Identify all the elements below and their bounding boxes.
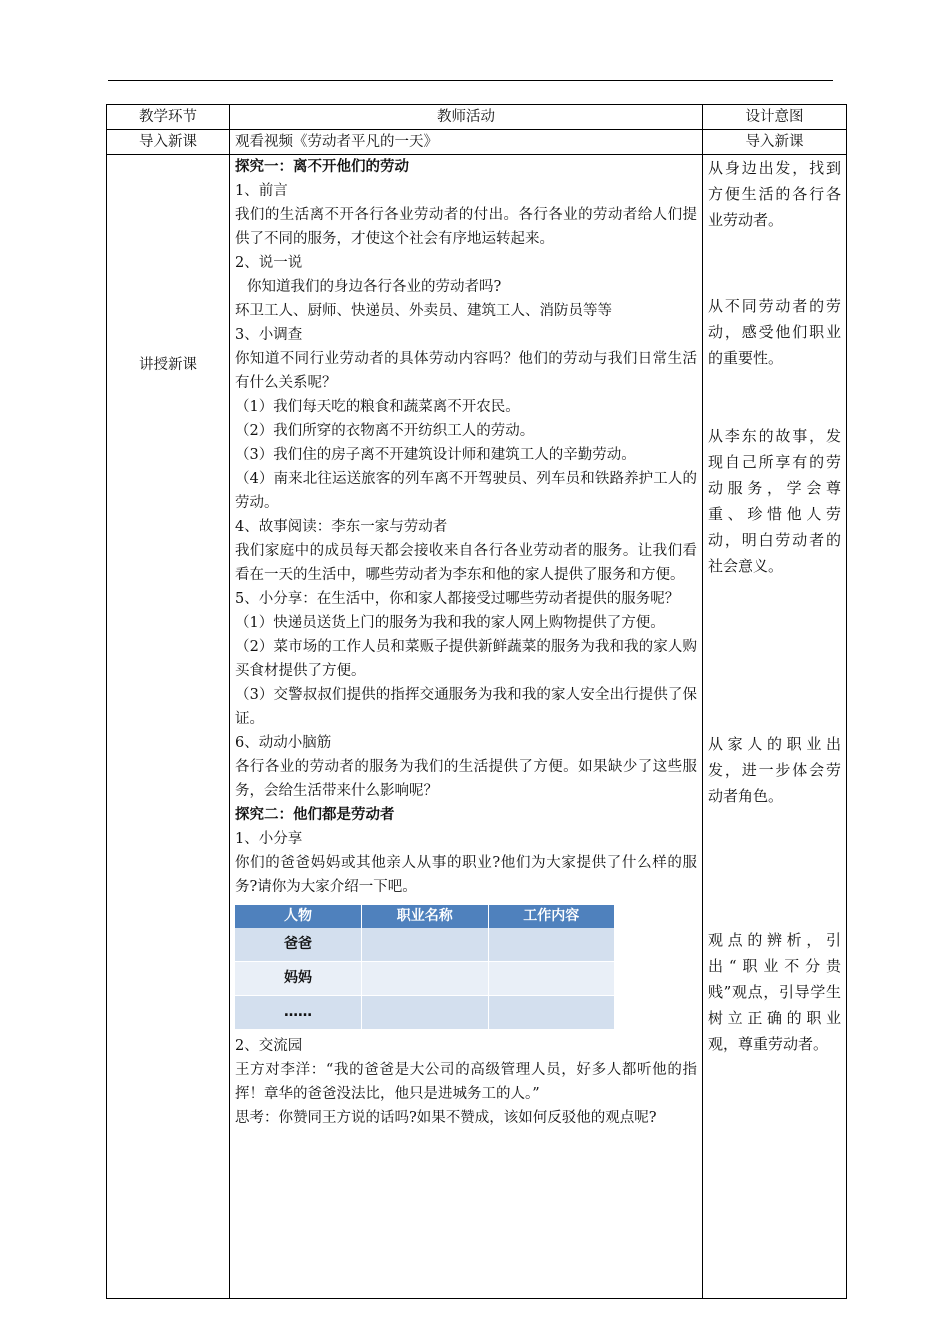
share-item-1: （1）快递员送货上门的服务为我和我的家人网上购物提供了方便。 [235,615,665,631]
lesson-plan-table [106,104,847,1299]
talk-question: 你知道我们的身边各行各业的劳动者吗? [247,279,502,295]
main-intent [703,155,847,1299]
heading-share: 5、小分享：在生活中，你和家人都接受过哪些劳动者提供的服务呢？ [235,591,680,607]
family-job-header [235,905,615,928]
brain-text: 各行各业的劳动者的服务为我们的生活提供了方便。如果缺少了这些服务，会给生活带来什么影响呢？ [235,759,697,799]
preface-text: 我们的生活离不开各行各业劳动者的付出。各行各业的劳动者给人们提供了不同的服务，才使这个社会有序地运转起来。 [235,207,697,247]
header-activity: 教师活动 [230,105,703,130]
table-row [235,996,615,1030]
col-job: 职业名称 [362,905,489,928]
intro-row [107,130,847,155]
family-job-table [235,905,615,1030]
empty-cell [488,928,615,962]
row-person-dad: 爸爸 [235,928,362,962]
row-person-etc: …… [235,996,362,1030]
survey-item-4: （4）南来北往运送旅客的列车离不开驾驶员、列车员和铁路养护工人的劳动。 [235,471,697,511]
main-activity [230,155,703,1299]
survey-question: 你知道不同行业劳动者的具体劳动内容吗？他们的劳动与我们日常生活有什么关系呢？ [235,351,697,391]
story-text: 我们家庭中的成员每天都会接收来自各行各业劳动者的服务。让我们看看在一天的生活中，哪些劳动者为李东和他的家人提供了服务和方便。 [235,543,697,583]
share-item-3: （3）交警叔叔们提供的指挥交通服务为我和我的家人安全出行提供了保证。 [235,687,697,727]
heading-exchange: 2、交流园 [235,1038,303,1054]
empty-cell [488,962,615,996]
heading-preface: 1、前言 [235,183,288,199]
header-row [107,105,847,130]
table-row [235,962,615,996]
empty-cell [362,996,489,1030]
intent-1: 从身边出发，找到方便生活的各行各业劳动者。 [708,159,841,229]
intro-stage: 导入新课 [107,130,230,155]
empty-cell [362,928,489,962]
section-title-2: 探究二：他们都是劳动者 [235,806,395,823]
heading-share-2: 1、小分享 [235,831,303,847]
intent-5: 观点的辨析，引出“职业不分贵贱”观点，引导学生树立正确的职业观，尊重劳动者。 [708,931,841,1053]
main-row [107,155,847,1299]
heading-brain: 6、动动小脑筋 [235,735,332,751]
share-item-2: （2）菜市场的工作人员和菜贩子提供新鲜蔬菜的服务为我和我的家人购买食材提供了方便。 [235,639,697,679]
col-work: 工作内容 [488,905,615,928]
talk-answer: 环卫工人、厨师、快递员、外卖员、建筑工人、消防员等等 [235,303,612,319]
exchange-question: 思考：你赞同王方说的话吗?如果不赞成，该如何反驳他的观点呢? [235,1110,657,1126]
intent-2: 从不同劳动者的劳动，感受他们职业的重要性。 [708,297,841,367]
col-person: 人物 [235,905,362,928]
heading-talk: 2、说一说 [235,255,303,271]
main-stage: 讲授新课 [107,155,230,1299]
table-row [235,928,615,962]
heading-story: 4、故事阅读：李东一家与劳动者 [235,519,448,535]
exchange-quote: 王方对李洋：“我的爸爸是大公司的高级管理人员，好多人都听他的指挥！章华的爸爸没法比，他只是进城务工的人。” [235,1062,697,1102]
intent-4: 从家人的职业出发，进一步体会劳动者角色。 [708,735,841,805]
row-person-mom: 妈妈 [235,962,362,996]
intro-intent: 导入新课 [703,130,847,155]
header-rule [108,80,833,81]
intro-activity: 观看视频《劳动者平凡的一天》 [230,130,703,155]
section-title-1: 探究一：离不开他们的劳动 [235,158,409,175]
survey-item-3: （3）我们住的房子离不开建筑设计师和建筑工人的辛勤劳动。 [235,447,636,463]
heading-survey: 3、小调查 [235,327,303,343]
survey-item-2: （2）我们所穿的衣物离不开纺织工人的劳动。 [235,423,535,439]
empty-cell [362,962,489,996]
header-stage: 教学环节 [107,105,230,130]
empty-cell [488,996,615,1030]
header-intent: 设计意图 [703,105,847,130]
share-2-text: 你们的爸爸妈妈或其他亲人从事的职业?他们为大家提供了什么样的服务?请你为大家介绍一下吧。 [235,855,697,895]
intent-3: 从李东的故事，发现自己所享有的劳动服务，学会尊重、珍惜他人劳动，明白劳动者的社会意义。 [708,427,841,575]
survey-item-1: （1）我们每天吃的粮食和蔬菜离不开农民。 [235,399,520,415]
